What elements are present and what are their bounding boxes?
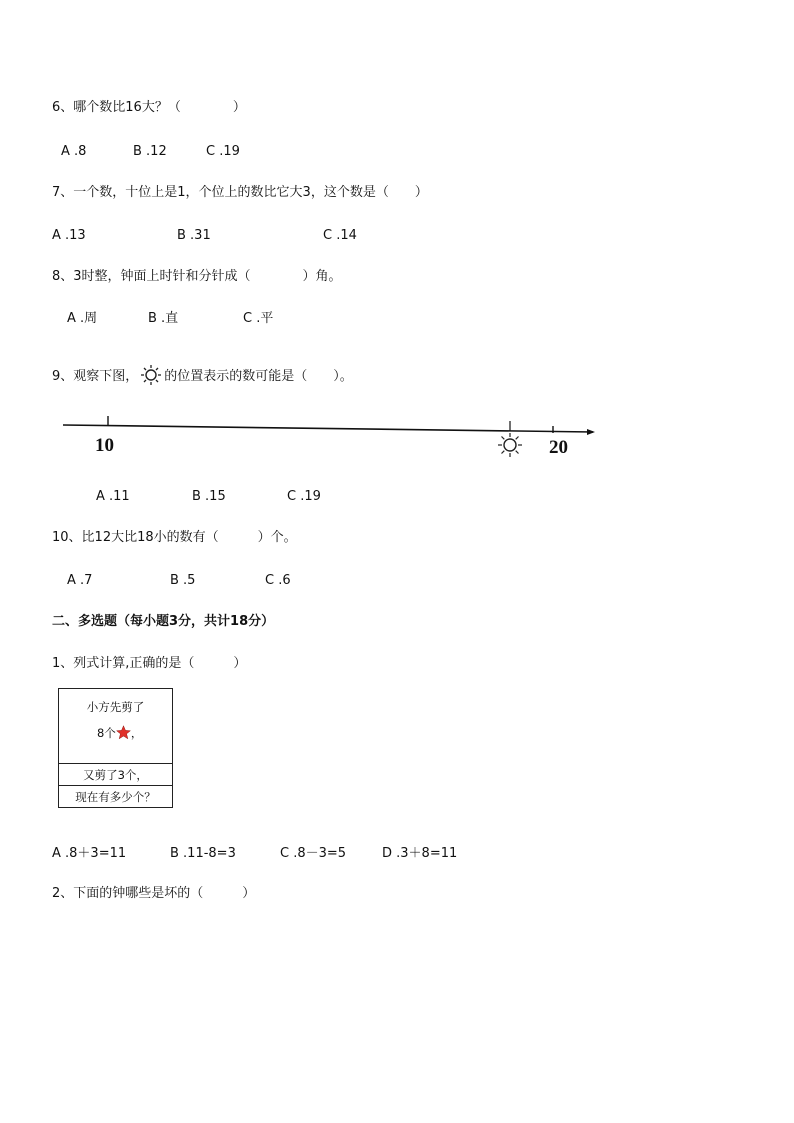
number-line-axis <box>63 425 593 432</box>
q10-option-a: A .7 <box>67 573 93 588</box>
story-line-1: 小方先剪了 <box>86 700 145 714</box>
q6-option-b: B .12 <box>133 144 167 159</box>
multi-question-1: 1、列式计算,正确的是（ ） <box>52 656 247 671</box>
story-line-3: 又剪了3个， <box>59 763 172 785</box>
number-line-arrow <box>587 429 595 435</box>
q6-option-c: C .19 <box>206 144 240 159</box>
question-7: 7、一个数，十位上是1，个位上的数比它大3，这个数是（ ） <box>52 185 428 200</box>
q7-option-c: C .14 <box>323 228 357 243</box>
question-9 <box>52 364 353 386</box>
q8-option-a: A .周 <box>67 311 98 326</box>
story-line-2 <box>97 725 142 741</box>
q8-option-b: B .直 <box>148 311 179 326</box>
story-line-4: 现在有多少个？ <box>59 785 172 807</box>
mq1-option-d: D .3＋8=11 <box>382 846 458 861</box>
q9-option-c: C .19 <box>287 489 321 504</box>
q6-option-a: A .8 <box>61 144 87 159</box>
q9-prefix: 9、观察下图， <box>52 369 139 384</box>
q10-option-b: B .5 <box>170 573 196 588</box>
sun-marker-icon <box>498 433 522 457</box>
number-line <box>55 405 605 465</box>
star-icon <box>116 725 131 740</box>
q7-option-b: B .31 <box>177 228 211 243</box>
story-line-2-suffix: ， <box>130 726 143 740</box>
mq1-option-a: A .8＋3=11 <box>52 846 127 861</box>
label-10: 10 <box>95 435 114 456</box>
q9-option-a: A .11 <box>96 489 130 504</box>
q10-option-c: C .6 <box>265 573 291 588</box>
multi-question-2: 2、下面的钟哪些是坏的（ ） <box>52 886 256 901</box>
question-10: 10、比12大比18小的数有（ ）个。 <box>52 530 297 545</box>
q9-suffix: 的位置表示的数可能是（ ）。 <box>164 369 353 384</box>
q7-option-a: A .13 <box>52 228 86 243</box>
label-20: 20 <box>549 437 568 458</box>
sun-icon <box>140 364 162 386</box>
story-line-2-prefix: 8个 <box>97 726 116 740</box>
mq1-option-c: C .8－3=5 <box>280 846 347 861</box>
story-box <box>58 688 173 808</box>
question-6: 6、哪个数比16大？（ ） <box>52 100 246 115</box>
mq1-option-b: B .11-8=3 <box>170 846 236 861</box>
q9-option-b: B .15 <box>192 489 226 504</box>
section-2-heading: 二、多选题（每小题3分，共计18分） <box>52 614 275 629</box>
q8-option-c: C .平 <box>243 311 274 326</box>
question-8: 8、3时整，钟面上时针和分针成（ ）角。 <box>52 269 342 284</box>
